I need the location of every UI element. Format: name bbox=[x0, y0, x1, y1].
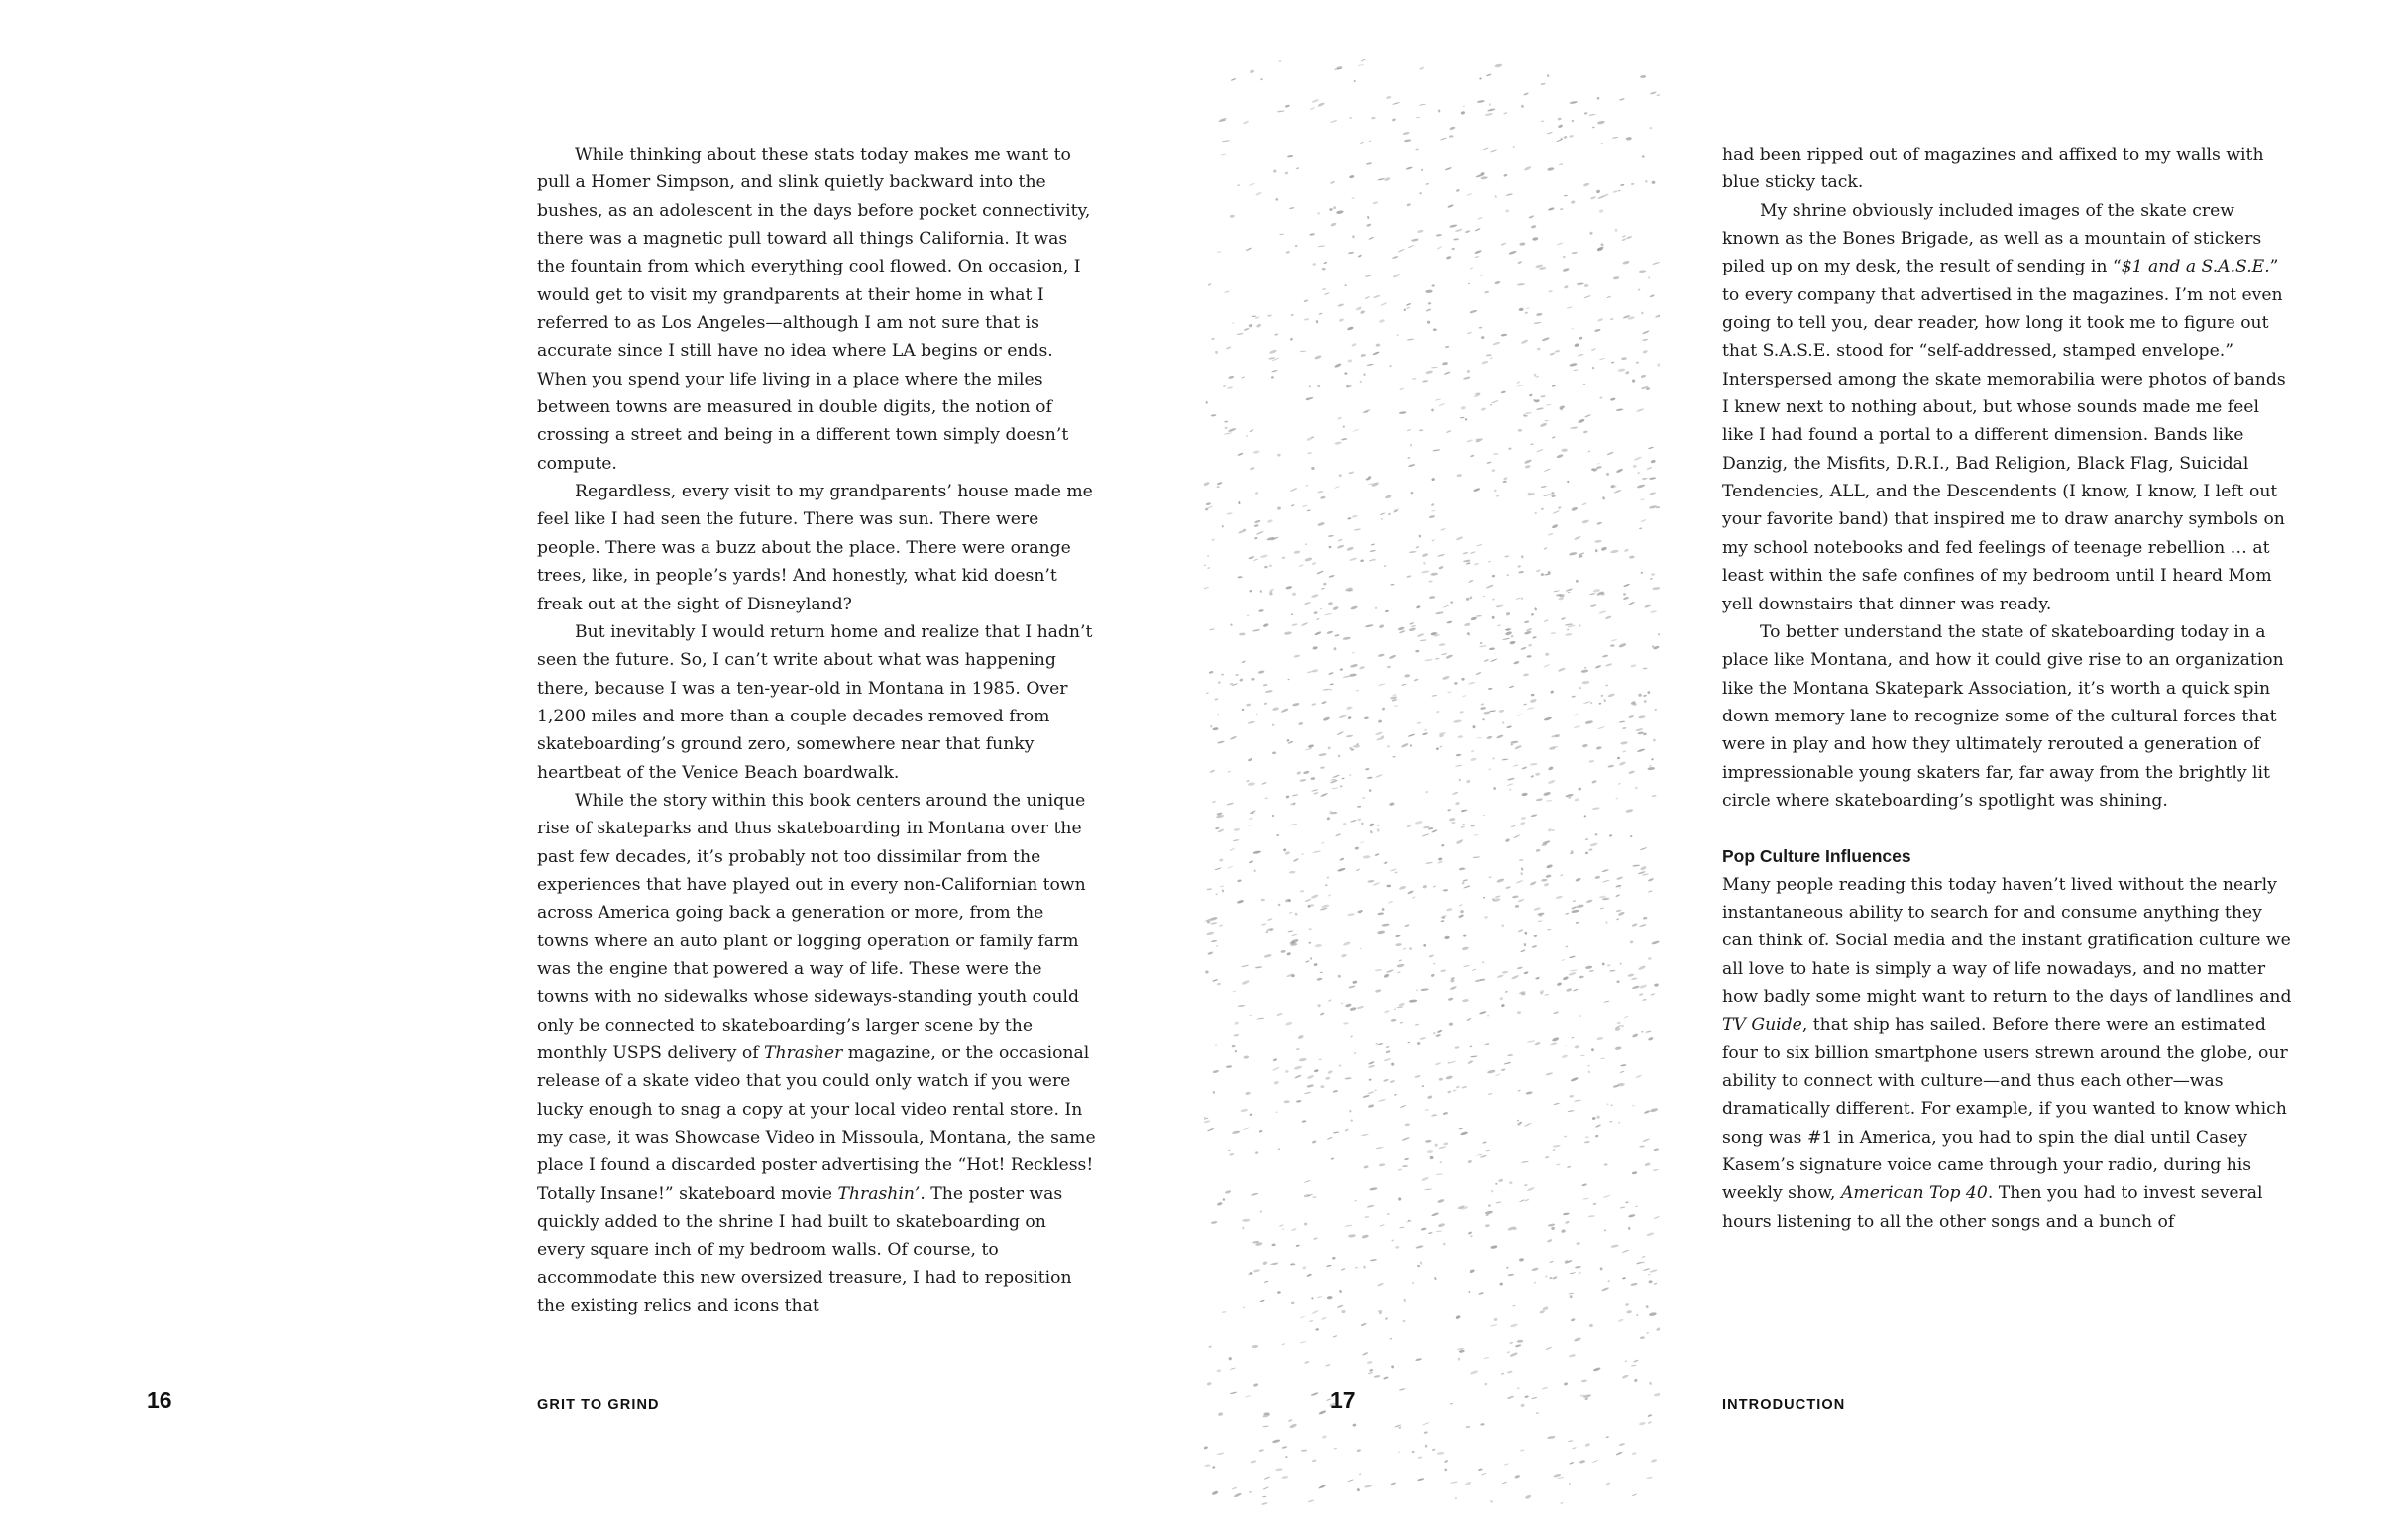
body-paragraph: While thinking about these stats today makes me want to pull a Homer Simpson, and slink quietly backward into the bushes, as an adolescent in the days before pocket connectivity, there was a magnetic pull toward all things California. It was the fountain from which everything cool flowed. On occasion, I would get to visit my grandparents at their home in what I referred to as Los Angeles—although I am not sure that is accurate since I still have no idea where LA begins or ends. When you spend your life living in a place where the miles between towns are measured in double digits, the notion of crossing a street and being in a different town simply doesn’t compute. bbox=[537, 145, 1091, 474]
running-head-right: INTRODUCTION bbox=[1722, 1397, 1846, 1413]
title-italic: Thrasher bbox=[764, 1044, 843, 1063]
page-number-right: 17 bbox=[1330, 1387, 1356, 1413]
title-italic: TV Guide bbox=[1722, 1015, 1802, 1036]
body-paragraph: Regardless, every visit to my grandparents’ house made me feel like I had seen the future. There was sun. There were people. There was a buzz about the place. There were orange trees, like, in people’s yards! And honestly, what kid doesn’t freak out at the sight of Disneyland? bbox=[537, 482, 1093, 614]
body-paragraph: Many people reading this today haven’t lived without the nearly instantaneous ability to search for and consume anything they can think of. Social media and the instant gratification culture we all love to hate is simply a way of life nowadays, and no matter how badly some might want to return to the days of landlines and TV Guide, that ship has sailed. Before there were an estimated four to six billion smartphone users strewn around the globe, our ability to connect with culture—and thus each other—was dramatically different. For example, if you wanted to know which song was #1 in America, you had to spin the dial until Casey Kasem’s signature voice came through your radio, during his weekly show, American Top 40. Then you had to invest several hours listening to all the other songs and a bunch of bbox=[1722, 874, 2292, 1232]
concrete-texture-image bbox=[1204, 59, 1660, 1506]
title-italic: American Top 40 bbox=[1840, 1183, 1988, 1204]
left-page-body bbox=[537, 141, 1097, 1320]
running-head-left: GRIT TO GRIND bbox=[537, 1397, 660, 1413]
italic-phrase: $1 and a S.A.S.E. bbox=[2121, 257, 2270, 277]
page-number-left: 16 bbox=[147, 1387, 172, 1413]
right-page-body bbox=[1722, 141, 2292, 1236]
body-paragraph: My shrine obviously included images of the skate crew known as the Bones Brigade, as well as a mountain of stickers piled up on my desk, the result of sending in “$1 and a S.A.S.E.” to every company that advertised in the magazines. I’m not even going to tell you, dear reader, how long it took me to figure out that S.A.S.E. stood for “self-addressed, stamped envelope.” Interspersed among the skate memorabilia were photos of bands I knew next to nothing about, but whose sounds made me feel like I had found a portal to a different dimension. Bands like Danzig, the Misfits, D.R.I., Bad Religion, Black Flag, Suicidal Tendencies, ALL, and the Descendents (I know, I know, I left out your favorite band) that inspired me to draw anarchy symbols on my school notebooks and fed feelings of teenage rebellion … at least within the safe confines of my bedroom until I heard Mom yell downstairs that dinner was ready. bbox=[1722, 200, 2286, 614]
body-paragraph: But inevitably I would return home and realize that I hadn’t seen the future. So, I can’t write about what was happening there, because I was a ten-year-old in Montana in 1985. Over 1,200 miles and more than a couple decades removed from skateboarding’s ground zero, somewhere near that funky heartbeat of the Venice Beach boardwalk. bbox=[537, 621, 1093, 783]
body-paragraph: While the story within this book centers around the unique rise of skateparks and thus skateboarding in Montana over the past few decades, it’s probably not too dissimilar from the experiences that have played out in every non-Californian town across America going back a generation or more, from the towns where an auto plant or logging operation or family farm was the engine that powered a way of life. These were the towns with no sidewalks whose sideways-standing youth could only be connected to skateboarding’s larger scene by the monthly USPS delivery of Thrasher magazine, or the occasional release of a skate video that you could only watch if you were lucky enough to snag a copy at your local video rental store. In my case, it was Showcase Video in Missoula, Montana, the same place I found a discarded poster advertising the “Hot! Reckless! Totally Insane!” skateboard movie Thrashin’. The poster was quickly added to the shrine I had built to skateboarding on every square inch of my bedroom walls. Of course, to accommodate this new oversized treasure, I had to reposition the existing relics and icons that bbox=[537, 790, 1096, 1317]
section-heading: Pop Culture Influences bbox=[1722, 846, 1911, 867]
title-italic: Thrashin’ bbox=[837, 1183, 921, 1204]
body-paragraph: To better understand the state of skateboarding today in a place like Montana, and how it could give rise to an organization like the Montana Skatepark Association, it’s worth a quick spin down memory lane to recognize some of the cultural forces that were in play and how they ultimately rerouted a generation of impressionable young skaters far, far away from the brightly lit circle where skateboarding’s spotlight was shining. bbox=[1722, 621, 2284, 811]
body-paragraph: had been ripped out of magazines and affixed to my walls with blue sticky tack. bbox=[1722, 145, 2264, 193]
